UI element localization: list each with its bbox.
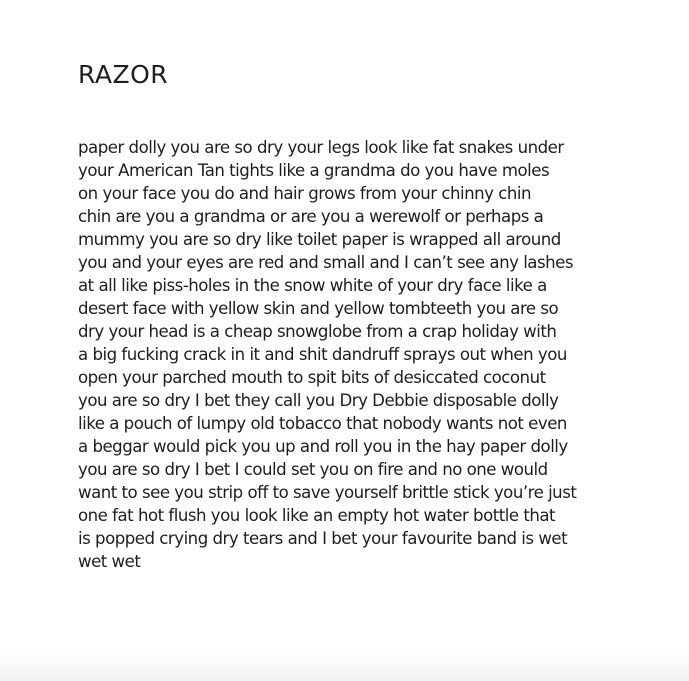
poem-line: open your parched mouth to spit bits of desiccated coconut	[78, 368, 546, 387]
poem-line: desert face with yellow skin and yellow tombteeth you are so	[78, 299, 559, 318]
poem-line: like a pouch of lumpy old tobacco that nobody wants not even	[78, 414, 567, 433]
poem-line: a beggar would pick you up and roll you in the hay paper dolly	[78, 437, 568, 456]
poem-line: dry your head is a cheap snowglobe from a crap holiday with	[78, 322, 557, 341]
poem-line: you and your eyes are red and small and I can’t see any lashes	[78, 253, 573, 272]
poem-line: at all like piss-holes in the snow white of your dry face like a	[78, 276, 547, 295]
poem-line: one fat hot flush you look like an empty hot water bottle that	[78, 506, 556, 525]
poem-line: want to see you strip off to save yourself brittle stick you’re just	[78, 483, 577, 502]
poem-line: a big fucking crack in it and shit dandruff sprays out when you	[78, 345, 567, 364]
poem-line: mummy you are so dry like toilet paper is wrapped all around	[78, 230, 561, 249]
page-bottom-shadow	[0, 647, 689, 681]
poem-line: is popped crying dry tears and I bet your favourite band is wet	[78, 529, 568, 548]
poem-line: paper dolly you are so dry your legs look like fat snakes under	[78, 138, 564, 157]
page-title: RAZOR	[78, 60, 169, 89]
poem-line: on your face you do and hair grows from your chinny chin	[78, 184, 532, 203]
poem-line: chin are you a grandma or are you a werewolf or perhaps a	[78, 207, 544, 226]
poem-line: your American Tan tights like a grandma do you have moles	[78, 161, 550, 180]
poem-body	[78, 136, 668, 573]
poem-line: you are so dry I bet they call you Dry Debbie disposable dolly	[78, 391, 559, 410]
poem-line: you are so dry I bet I could set you on fire and no one would	[78, 460, 548, 479]
poem-line: wet wet	[78, 552, 141, 571]
